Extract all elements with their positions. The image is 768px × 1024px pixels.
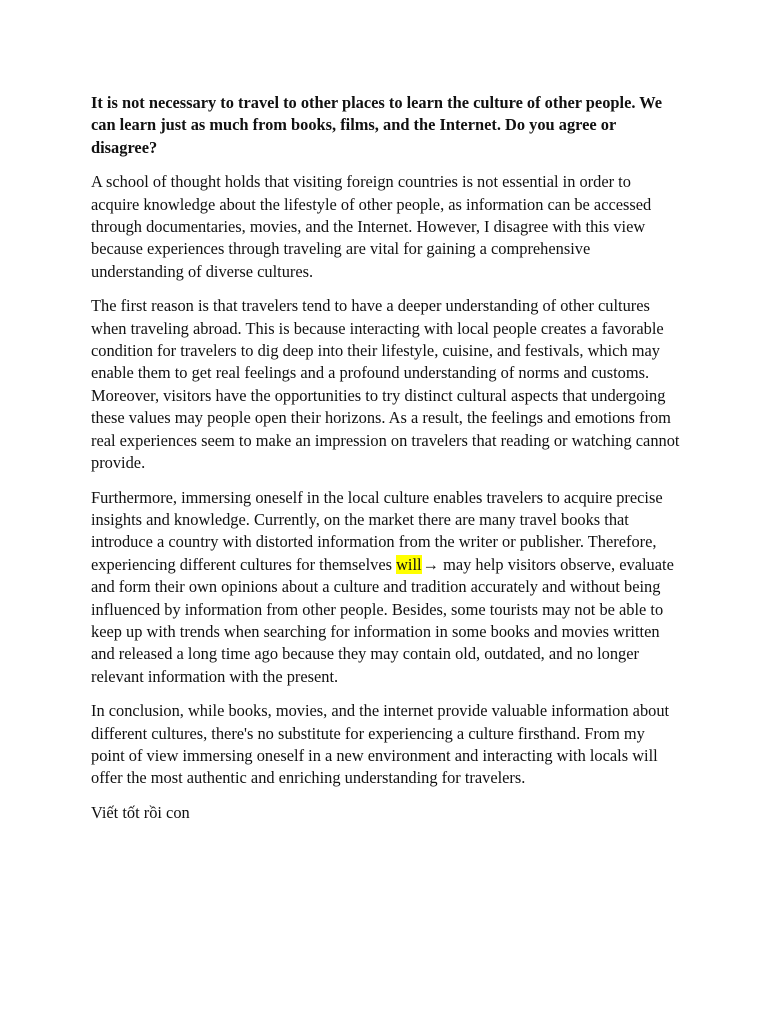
essay-prompt: It is not necessary to travel to other places to learn the culture of other people. We can learn just as much from books, films, and the Internet. Do you agree or disagree? (91, 93, 662, 157)
highlighted-word: will (396, 554, 422, 574)
teacher-comment: Viết tốt rồi con (91, 802, 190, 822)
paragraph-second-reason-start: Furthermore, immersing oneself in the local culture enables travelers to acquire precise insights and knowledge. Currently, on the market there are many travel books that introduce a country with distorted information from the writer or publisher. Therefore, experiencing different cultures for themselves (91, 487, 663, 574)
paragraph-conclusion: In conclusion, while books, movies, and the internet provide valuable information about different cultures, there's no substitute for experiencing a culture firsthand. From my point of view immersing oneself in a new environment and interacting with locals will offer the most authentic and enriching understanding for travelers. (91, 701, 670, 788)
paragraph-second-reason-end: may help visitors observe, evaluate and form their own opinions about a culture and tradition accurately and without being influenced by information from other people. Besides, some tourists may not be able to keep up with trends when searching for information in some books and movies written and released a long time ago because they may contain old, outdated, and no longer relevant information with the present. (91, 554, 674, 686)
paragraph-first-reason: The first reason is that travelers tend to have a deeper understanding of other cultures when traveling abroad. This is because interacting with local people creates a favorable condition for travelers to dig deep into their lifestyle, cuisine, and festivals, which may enable them to get real feelings and a profound understanding of norms and customs. Moreover, visitors have the opportunities to try distinct cultural aspects that undergoing these values may people open their horizons. As a result, the feelings and emotions from real experiences seem to make an impression on travelers that reading or watching cannot provide. (91, 296, 680, 473)
arrow-right-icon: → (422, 554, 439, 574)
document-body (91, 92, 681, 836)
paragraph-second-reason (91, 487, 681, 689)
paragraph-introduction: A school of thought holds that visiting foreign countries is not essential in order to acquire knowledge about the lifestyle of other people, as information can be accessed through documentaries, movies, and the Internet. However, I disagree with this view because experiences through traveling are vital for gaining a comprehensive understanding of diverse cultures. (91, 172, 652, 281)
